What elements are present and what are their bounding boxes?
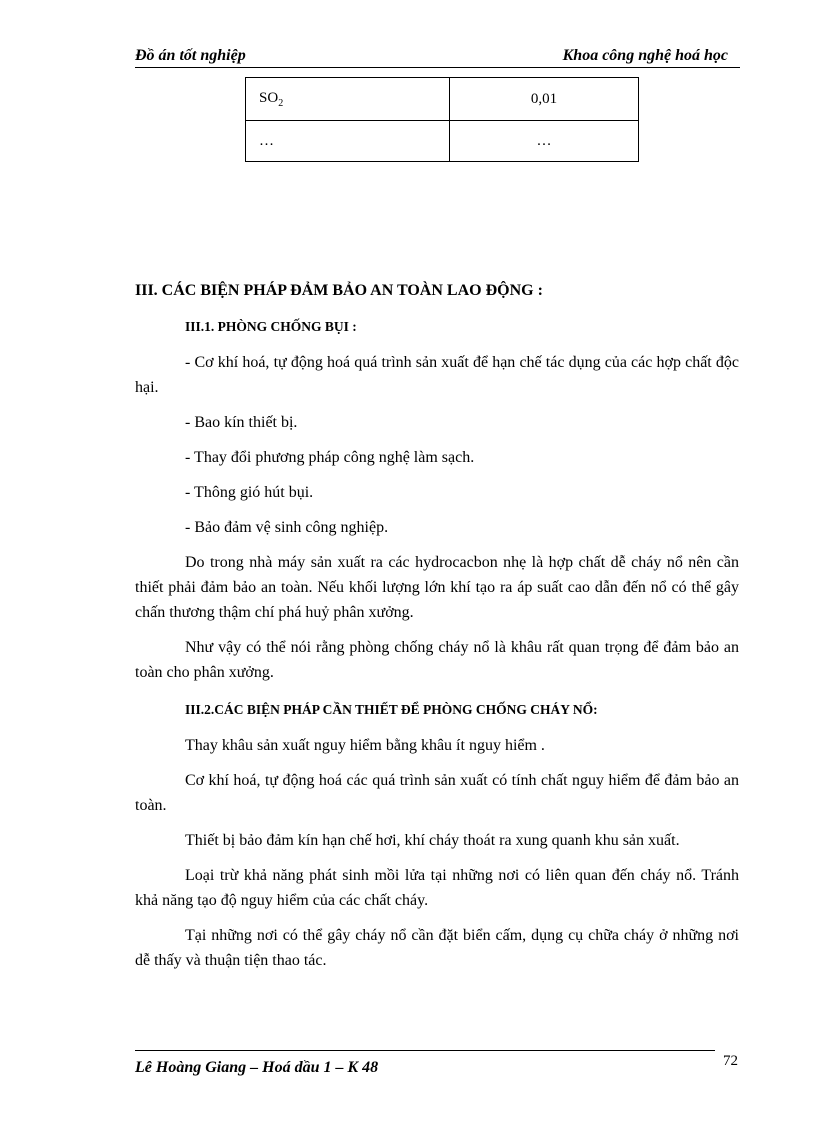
list-item: - Thay đổi phương pháp công nghệ làm sạch. [185, 449, 475, 466]
page-footer [135, 1050, 715, 1076]
paragraph: Cơ khí hoá, tự động hoá các quá trình sản xuất có tính chất nguy hiểm để đảm bảo an toàn. [135, 772, 739, 814]
footer-author: Lê Hoàng Giang – Hoá dầu 1 – K 48 [135, 1059, 379, 1076]
table-row [246, 121, 639, 162]
main-content [135, 282, 739, 983]
paragraph: Như vậy có thể nói rằng phòng chống cháy nổ là khâu rất quan trọng để đảm bảo an toàn cho phân xưởng. [135, 639, 739, 681]
section-heading: III. CÁC BIỆN PHÁP ĐẢM BẢO AN TOÀN LAO ĐỘNG : [135, 282, 543, 299]
subsection-heading-1: III.1. PHÒNG CHỐNG BỤI : [185, 319, 357, 334]
header-left-title: Đồ án tốt nghiệp [135, 47, 246, 64]
emission-table [245, 77, 639, 162]
header-right-title: Khoa công nghệ hoá học [562, 47, 728, 64]
paragraph: Do trong nhà máy sản xuất ra các hydrocacbon nhẹ là hợp chất dễ cháy nổ nên cần thiết phải đảm bảo an toàn. Nếu khối lượng lớn khí tạo ra áp suất cao dẫn đến nổ có thể gây chấn thương thậm chí phá huỷ phân xưởng. [135, 554, 739, 621]
list-item: - Bảo đảm vệ sinh công nghiệp. [185, 519, 389, 536]
table-cell-value: … [450, 121, 639, 162]
paragraph: Thay khâu sản xuất nguy hiểm bằng khâu ít nguy hiểm . [185, 737, 545, 754]
table-cell-value: 0,01 [450, 78, 639, 121]
paragraph: Tại những nơi có thể gây cháy nổ cần đặt biển cấm, dụng cụ chữa cháy ở những nơi dễ thấy và thuận tiện thao tác. [135, 927, 739, 969]
paragraph: - Cơ khí hoá, tự động hoá quá trình sản xuất để hạn chế tác dụng của các hợp chất độc hại. [135, 354, 739, 396]
list-item: - Bao kín thiết bị. [185, 414, 298, 431]
table-row [246, 78, 639, 121]
paragraph: Thiết bị bảo đảm kín hạn chế hơi, khí cháy thoát ra xung quanh khu sản xuất. [185, 832, 680, 849]
table-cell-substance: $SO_2$ [246, 78, 450, 121]
table-cell-substance: … [246, 121, 450, 162]
list-item: - Thông gió hút bụi. [185, 484, 314, 501]
subsection-heading-2: III.2.CÁC BIỆN PHÁP CẦN THIẾT ĐỂ PHÒNG CHỐNG CHÁY NỔ: [185, 702, 598, 717]
page-header [135, 47, 740, 68]
page-number: 72 [723, 1053, 738, 1069]
paragraph: Loại trừ khả năng phát sinh mồi lửa tại những nơi có liên quan đến cháy nổ. Tránh khả năng tạo độ nguy hiểm của các chất cháy. [135, 867, 739, 909]
